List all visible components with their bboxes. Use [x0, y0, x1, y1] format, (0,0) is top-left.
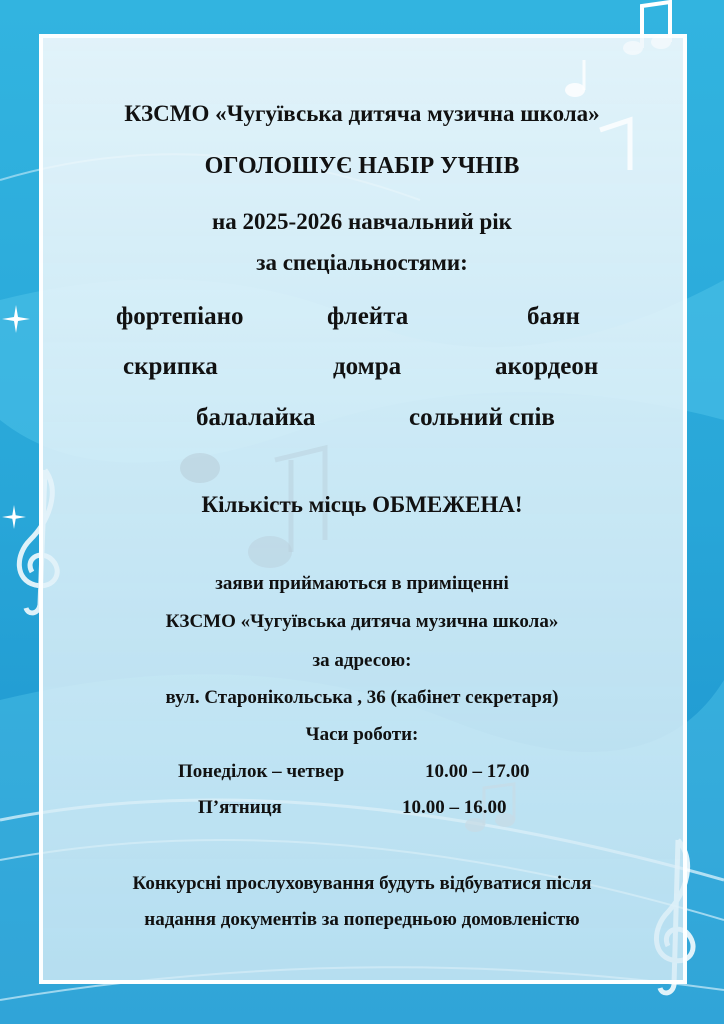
hours-days: Понеділок – четвер	[178, 761, 345, 782]
specialty-item: баян	[527, 303, 580, 330]
specialty-item: флейта	[327, 303, 409, 330]
working-hours-title: Часи роботи:	[305, 724, 419, 745]
limited-notice: Кількість місць ОБМЕЖЕНА!	[201, 492, 523, 517]
address: вул. Старонікольська , 36 (кабінет секретаря)	[165, 687, 559, 708]
audition-note: Конкурсні прослуховування будуть відбуватися після	[132, 873, 592, 894]
announcement-title: ОГОЛОШУЄ НАБІР УЧНІВ	[204, 153, 520, 179]
school-name: КЗСМО «Чугуївська дитяча музична школа»	[124, 101, 600, 126]
applications-school: КЗСМО «Чугуївська дитяча музична школа»	[165, 611, 559, 632]
hours-time: 10.00 – 16.00	[402, 797, 507, 818]
specialty-item: балалайка	[196, 404, 316, 431]
sparkle-icon	[2, 305, 30, 333]
specialty-item: скрипка	[123, 353, 218, 380]
specialty-item: фортепіано	[116, 303, 244, 330]
audition-note: надання документів за попередньою домовленістю	[144, 909, 580, 930]
academic-year: на 2025-2026 навчальний рік	[212, 209, 512, 234]
address-label: за адресою:	[312, 650, 412, 671]
specialty-item: домра	[333, 353, 402, 380]
specialties-intro: за спеціальностями:	[256, 250, 468, 275]
applications-line: заяви приймаються в приміщенні	[215, 573, 509, 594]
specialty-item: сольний спів	[409, 404, 555, 431]
hours-time: 10.00 – 17.00	[425, 761, 530, 782]
specialty-item: акордеон	[495, 353, 599, 380]
hours-days: П’ятниця	[198, 797, 282, 818]
